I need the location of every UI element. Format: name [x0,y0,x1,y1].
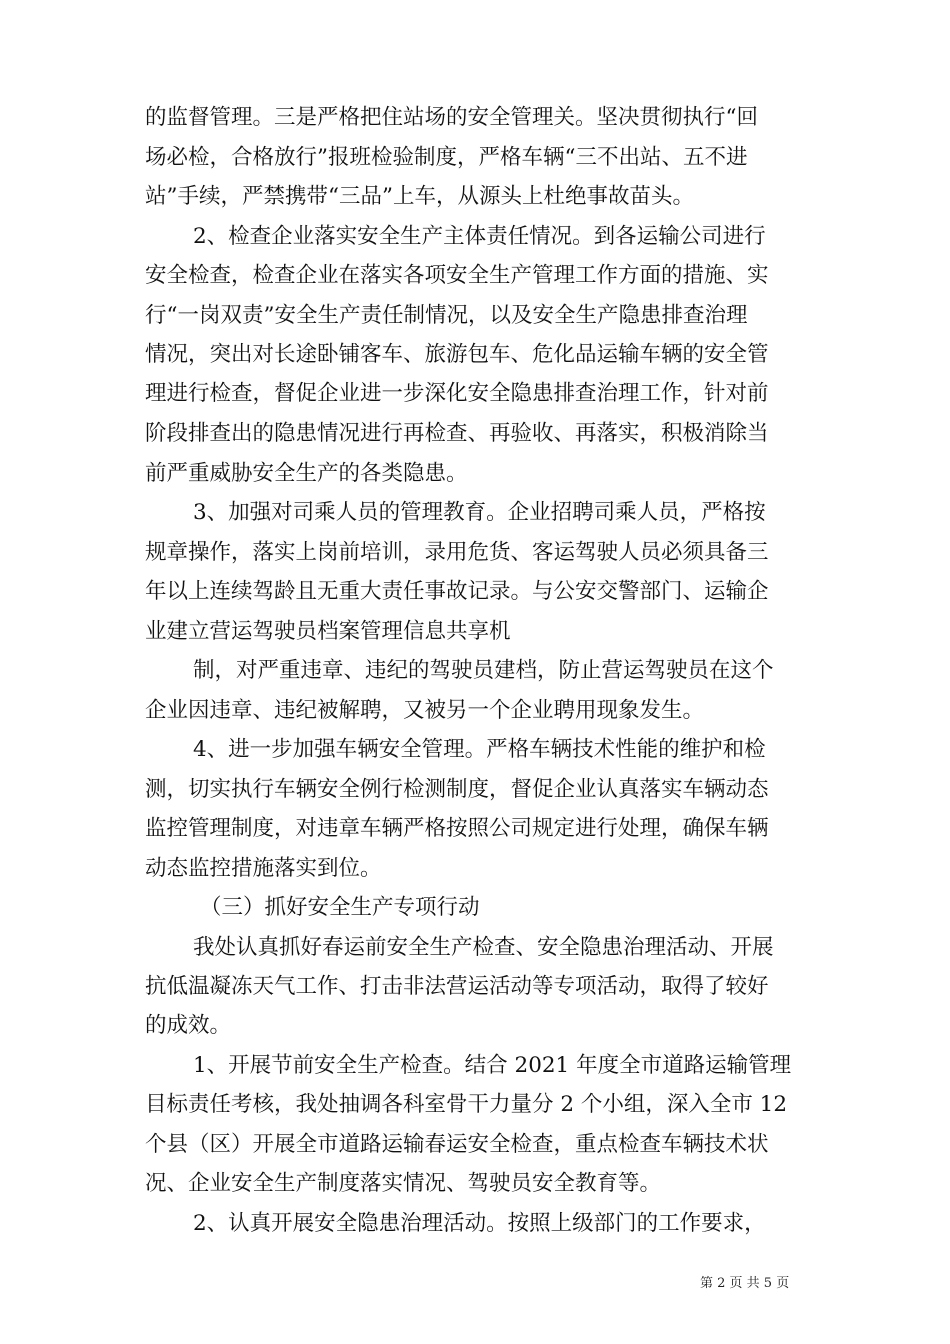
text-line: 阶段排查出的隐患情况进行再检查、再验收、再落实，积极消除当 [145,421,769,446]
text-line: 的监督管理。三是严格把住站场的安全管理关。坚决贯彻执行“回 [145,105,758,130]
text-line: 测，切实执行车辆安全例行检测制度，督促企业认真落实车辆动态 [145,777,769,802]
text-line: 场必检，合格放行”报班检验制度，严格车辆“三不出站、五不进 [145,145,748,170]
text-line: 个县（区）开展全市道路运输春运安全检查，重点检查车辆技术状 [145,1132,769,1157]
text-line: 3、加强对司乘人员的管理教育。企业招聘司乘人员，严格按 [193,500,766,525]
text-line: 年以上连续驾龄且无重大责任事故记录。与公安交警部门、运输企 [145,579,769,604]
text-line: 目标责任考核，我处抽调各科室骨干力量分 2 个小组，深入全市 12 [145,1092,788,1117]
text-line: 2、检查企业落实安全生产主体责任情况。到各运输公司进行 [193,224,766,249]
text-line: 抗低温凝冻天气工作、打击非法营运活动等专项活动，取得了较好 [145,974,769,999]
text-line: 2、认真开展安全隐患治理活动。按照上级部门的工作要求， [193,1211,766,1236]
page-number: 第 2 页 共 5 页 [700,1276,790,1291]
text-line: 业建立营运驾驶员档案管理信息共享机 [145,619,511,644]
text-line: 行“一岗双责”安全生产责任制情况，以及安全生产隐患排查治理 [145,303,748,328]
text-line: 前严重威胁安全生产的各类隐患。 [145,461,468,486]
text-line: 规章操作，落实上岗前培训，录用危货、客运驾驶人员必须具备三 [145,540,769,565]
text-line: 1、开展节前安全生产检查。结合 2021 年度全市道路运输管理 [193,1053,792,1078]
text-line: 动态监控措施落实到位。 [145,856,382,881]
text-line: 站”手续，严禁携带“三品”上车，从源头上杜绝事故苗头。 [145,184,694,209]
text-line: 我处认真抓好春运前安全生产检查、安全隐患治理活动、开展 [193,935,774,960]
text-line: （三）抓好安全生产专项行动 [200,895,480,920]
text-line: 况、企业安全生产制度落实情况、驾驶员安全教育等。 [145,1171,662,1196]
text-line: 监控管理制度，对违章车辆严格按照公司规定进行处理，确保车辆 [145,816,769,841]
text-line: 情况，突出对长途卧铺客车、旅游包车、危化品运输车辆的安全管 [145,342,769,367]
text-line: 的成效。 [145,1013,232,1038]
text-line: 4、进一步加强车辆安全管理。严格车辆技术性能的维护和检 [193,737,766,762]
text-line: 安全检查，检查企业在落实各项安全生产管理工作方面的措施、实 [145,263,769,288]
text-line: 理进行检查，督促企业进一步深化安全隐患排查治理工作，针对前 [145,381,769,406]
text-line: 企业因违章、违纪被解聘，又被另一个企业聘用现象发生。 [145,698,705,723]
text-line: 制，对严重违章、违纪的驾驶员建档，防止营运驾驶员在这个 [193,658,774,683]
